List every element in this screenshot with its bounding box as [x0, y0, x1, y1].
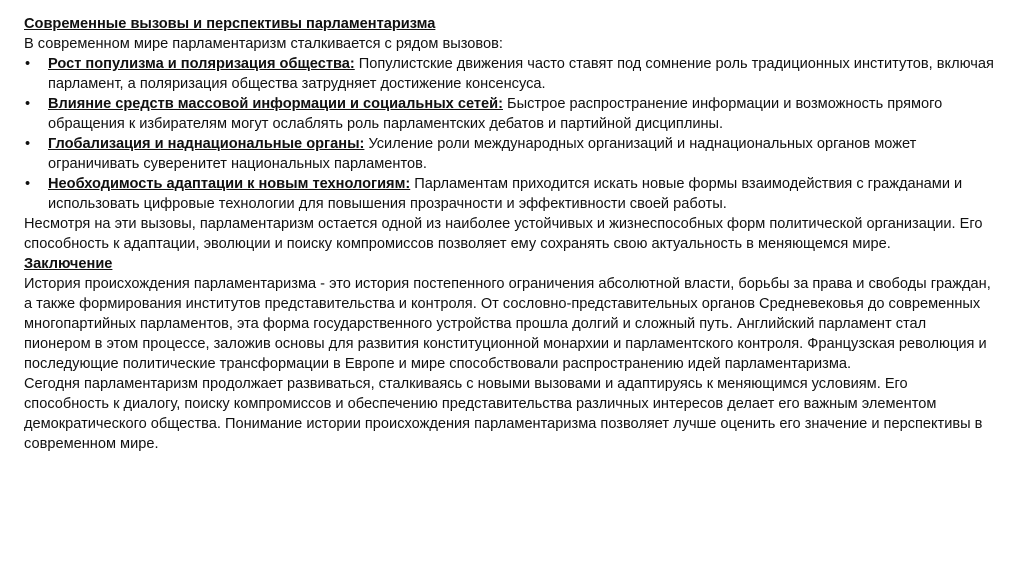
challenge-term: Влияние средств массовой информации и социальных сетей: — [48, 96, 503, 112]
conclusion-title: Заключение — [24, 256, 113, 272]
challenge-term: Глобализация и наднациональные органы: — [48, 136, 365, 152]
challenge-term: Рост популизма и поляризация общества: — [48, 56, 355, 72]
list-item — [24, 54, 996, 94]
conclusion-paragraph-1: История происхождения парламентаризма - это история постепенного ограничения абсолютной власти, борьбы за права и свободы граждан, а также формирования институтов представительства и контроля. От сословно-представительных органов Средневековья до современных многопартийных парламентов, эта форма государственного устройства прошла долгий и сложный путь. Английский парламент стал пионером в этом процессе, заложив основы для развития конституционной монархии и парламентского контроля. Французская революция и последующие политические трансформации в Европе и мире способствовали распространению идей парламентаризма. — [24, 276, 991, 372]
bullet-icon: • — [25, 96, 31, 112]
list-item — [24, 134, 996, 174]
challenge-text: Популистские движения часто ставят под сомнение роль традиционных институтов, включая парламент, а поляризация общества затрудняет достижение консенсуса. — [48, 56, 994, 92]
slide-text — [24, 14, 996, 454]
challenges-list — [24, 54, 996, 214]
challenge-text: Быстрое распространение информации и возможность прямого обращения к избирателям могут ослаблять роль парламентских дебатов и партийной дисциплины. — [48, 96, 943, 132]
challenge-text: Усиление роли международных организаций и наднациональных органов может ограничивать суверенитет национальных парламентов. — [48, 136, 917, 172]
list-item — [24, 174, 996, 214]
section-title: Современные вызовы и перспективы парламентаризма — [24, 16, 436, 32]
bullet-icon: • — [25, 56, 31, 72]
resilience-paragraph: Несмотря на эти вызовы, парламентаризм остается одной из наиболее устойчивых и жизнеспособных форм политической организации. Его способность к адаптации, эволюции и поиску компромиссов позволяет ему сохранять свою актуальность в меняющемся мире. — [24, 216, 983, 252]
conclusion-paragraph-2: Сегодня парламентаризм продолжает развиваться, сталкиваясь с новыми вызовами и адаптируясь к меняющимся условиям. Его способность к диалогу, поиску компромиссов и обеспечению представительства различных интересов делает его важным элементом демократического общества. Понимание истории происхождения парламентаризма позволяет лучше оценить его значение и перспективы в современном мире. — [24, 376, 983, 452]
bullet-icon: • — [25, 176, 31, 192]
list-item — [24, 94, 996, 134]
intro-paragraph: В современном мире парламентаризм сталкивается с рядом вызовов: — [24, 36, 503, 52]
challenge-text: Парламентам приходится искать новые формы взаимодействия с гражданами и использовать цифровые технологии для повышения прозрачности и эффективности своей работы. — [48, 176, 963, 212]
challenge-term: Необходимость адаптации к новым технологиям: — [48, 176, 411, 192]
bullet-icon: • — [25, 136, 31, 152]
